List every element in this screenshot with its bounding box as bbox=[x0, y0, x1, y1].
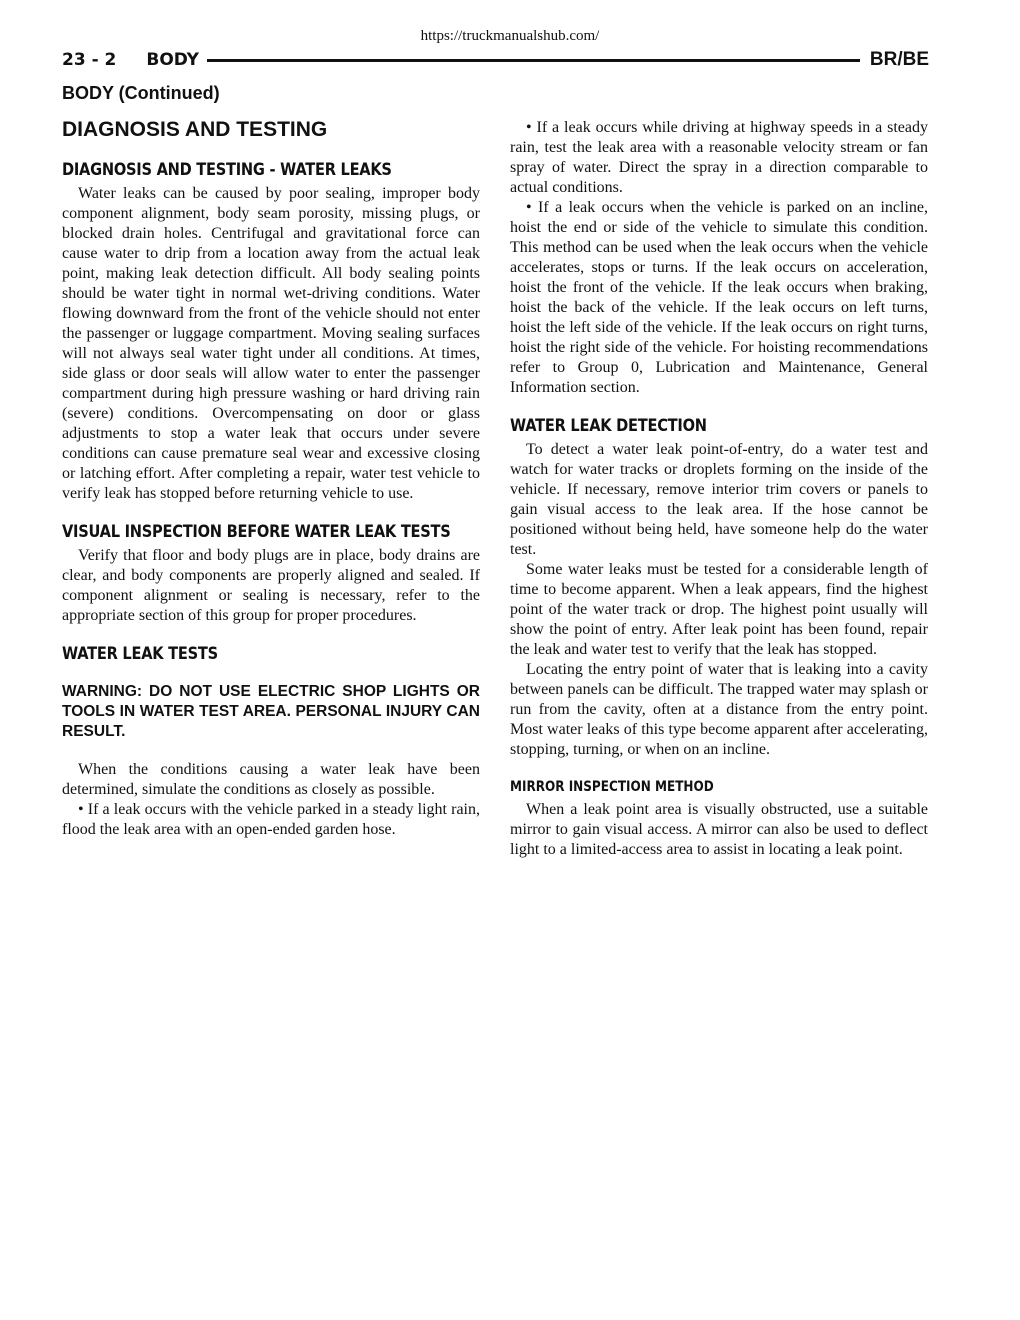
detection-paragraph-3: Locating the entry point of water that is leaking into a cavity between panels can be difficult. The trapped water may splash or run from the cavity, often at a distance from the entry point. Most water leaks of this type become apparent after accelerating, stopping, turning, or when on an incline. bbox=[510, 661, 928, 758]
water-leaks-heading: DIAGNOSIS AND TESTING - WATER LEAKS bbox=[62, 160, 392, 180]
left-column bbox=[62, 118, 480, 840]
section-title: BODY bbox=[146, 50, 199, 70]
mirror-inspection-heading: MIRROR INSPECTION METHOD bbox=[510, 779, 714, 795]
model-code: BR/BE bbox=[869, 49, 929, 70]
warning-text: WARNING: DO NOT USE ELECTRIC SHOP LIGHTS OR TOOLS IN WATER TEST AREA. PERSONAL INJURY CAN RESULT. bbox=[62, 683, 480, 740]
header-rule bbox=[207, 59, 860, 62]
water-leak-detection-heading: WATER LEAK DETECTION bbox=[510, 416, 707, 436]
right-column bbox=[510, 118, 928, 860]
water-leak-tests-heading: WATER LEAK TESTS bbox=[62, 644, 218, 664]
water-leaks-paragraph: Water leaks can be caused by poor sealing, improper body component alignment, body seam porosity, missing plugs, or blocked drain holes. Centrifugal and gravitational force can cause water to drip from a location away from the actual leak point, making leak detection difficult. All body sealing points should be water tight in normal wet-driving conditions. Water flowing downward from the front of the vehicle should not enter the passenger or luggage compartment. Moving sealing surfaces will not always seal water tight under all conditions. At times, side glass or door seals will allow water to enter the passenger compartment during high pressure washing or hard driving rain (severe) conditions. Overcompensating on door or glass adjustments to stop a water leak that occurs under severe conditions can cause premature seal wear and excessive closing or latching effort. After completing a repair, water test vehicle to verify leak has stopped before returning vehicle to use. bbox=[62, 185, 480, 502]
detection-paragraph-2: Some water leaks must be tested for a considerable length of time to become apparent. When a leak appears, find the highest point of the water track or drop. The highest point usually will show the point of entry. After leak point has been found, repair the leak and water test to verify that the leak has stopped. bbox=[510, 561, 928, 658]
main-heading: DIAGNOSIS AND TESTING bbox=[62, 118, 328, 141]
mirror-inspection-paragraph: When a leak point area is visually obstructed, use a suitable mirror to gain visual access. A mirror can also be used to deflect light to a limited-access area to assist in locating a leak point. bbox=[510, 801, 928, 858]
page-number: 23 - 2 bbox=[62, 50, 117, 70]
bullet-parked-rain: • If a leak occurs with the vehicle parked in a steady light rain, flood the leak area with an open-ended garden hose. bbox=[62, 801, 480, 838]
source-url[interactable]: https://truckmanualshub.com/ bbox=[420, 28, 600, 44]
bullet-incline: • If a leak occurs when the vehicle is parked on an incline, hoist the end or side of the vehicle to simulate this condition. This method can be used when the leak occurs when the vehicle accelerates, stops or turns. If the leak occurs on acceleration, hoist the front of the vehicle. If the leak occurs when braking, hoist the back of the vehicle. If the leak occurs on left turns, hoist the left side of the vehicle. If the leak occurs on right turns, hoist the right side of the vehicle. For hoisting recommendations refer to Group 0, Lubrication and Maintenance, General Information section. bbox=[510, 199, 928, 396]
conditions-paragraph: When the conditions causing a water leak have been determined, simulate the conditions as closely as possible. bbox=[62, 761, 480, 798]
continued-heading: BODY (Continued) bbox=[62, 83, 220, 103]
detection-paragraph-1: To detect a water leak point-of-entry, do a water test and watch for water tracks or droplets forming on the inside of the vehicle. If necessary, remove interior trim covers or panels to gain visual access to the leak area. If the hose cannot be positioned without being held, have someone help do the water test. bbox=[510, 441, 928, 558]
visual-inspection-paragraph: Verify that floor and body plugs are in place, body drains are clear, and body components are properly aligned and sealed. If component alignment or sealing is necessary, refer to the appropriate section of this group for proper procedures. bbox=[62, 547, 480, 624]
page-header bbox=[62, 46, 929, 74]
visual-inspection-heading: VISUAL INSPECTION BEFORE WATER LEAK TESTS bbox=[62, 522, 451, 542]
bullet-highway: • If a leak occurs while driving at highway speeds in a steady rain, test the leak area with a reasonable velocity stream or fan spray of water. Direct the spray in a direction comparable to actual conditions. bbox=[510, 119, 928, 196]
